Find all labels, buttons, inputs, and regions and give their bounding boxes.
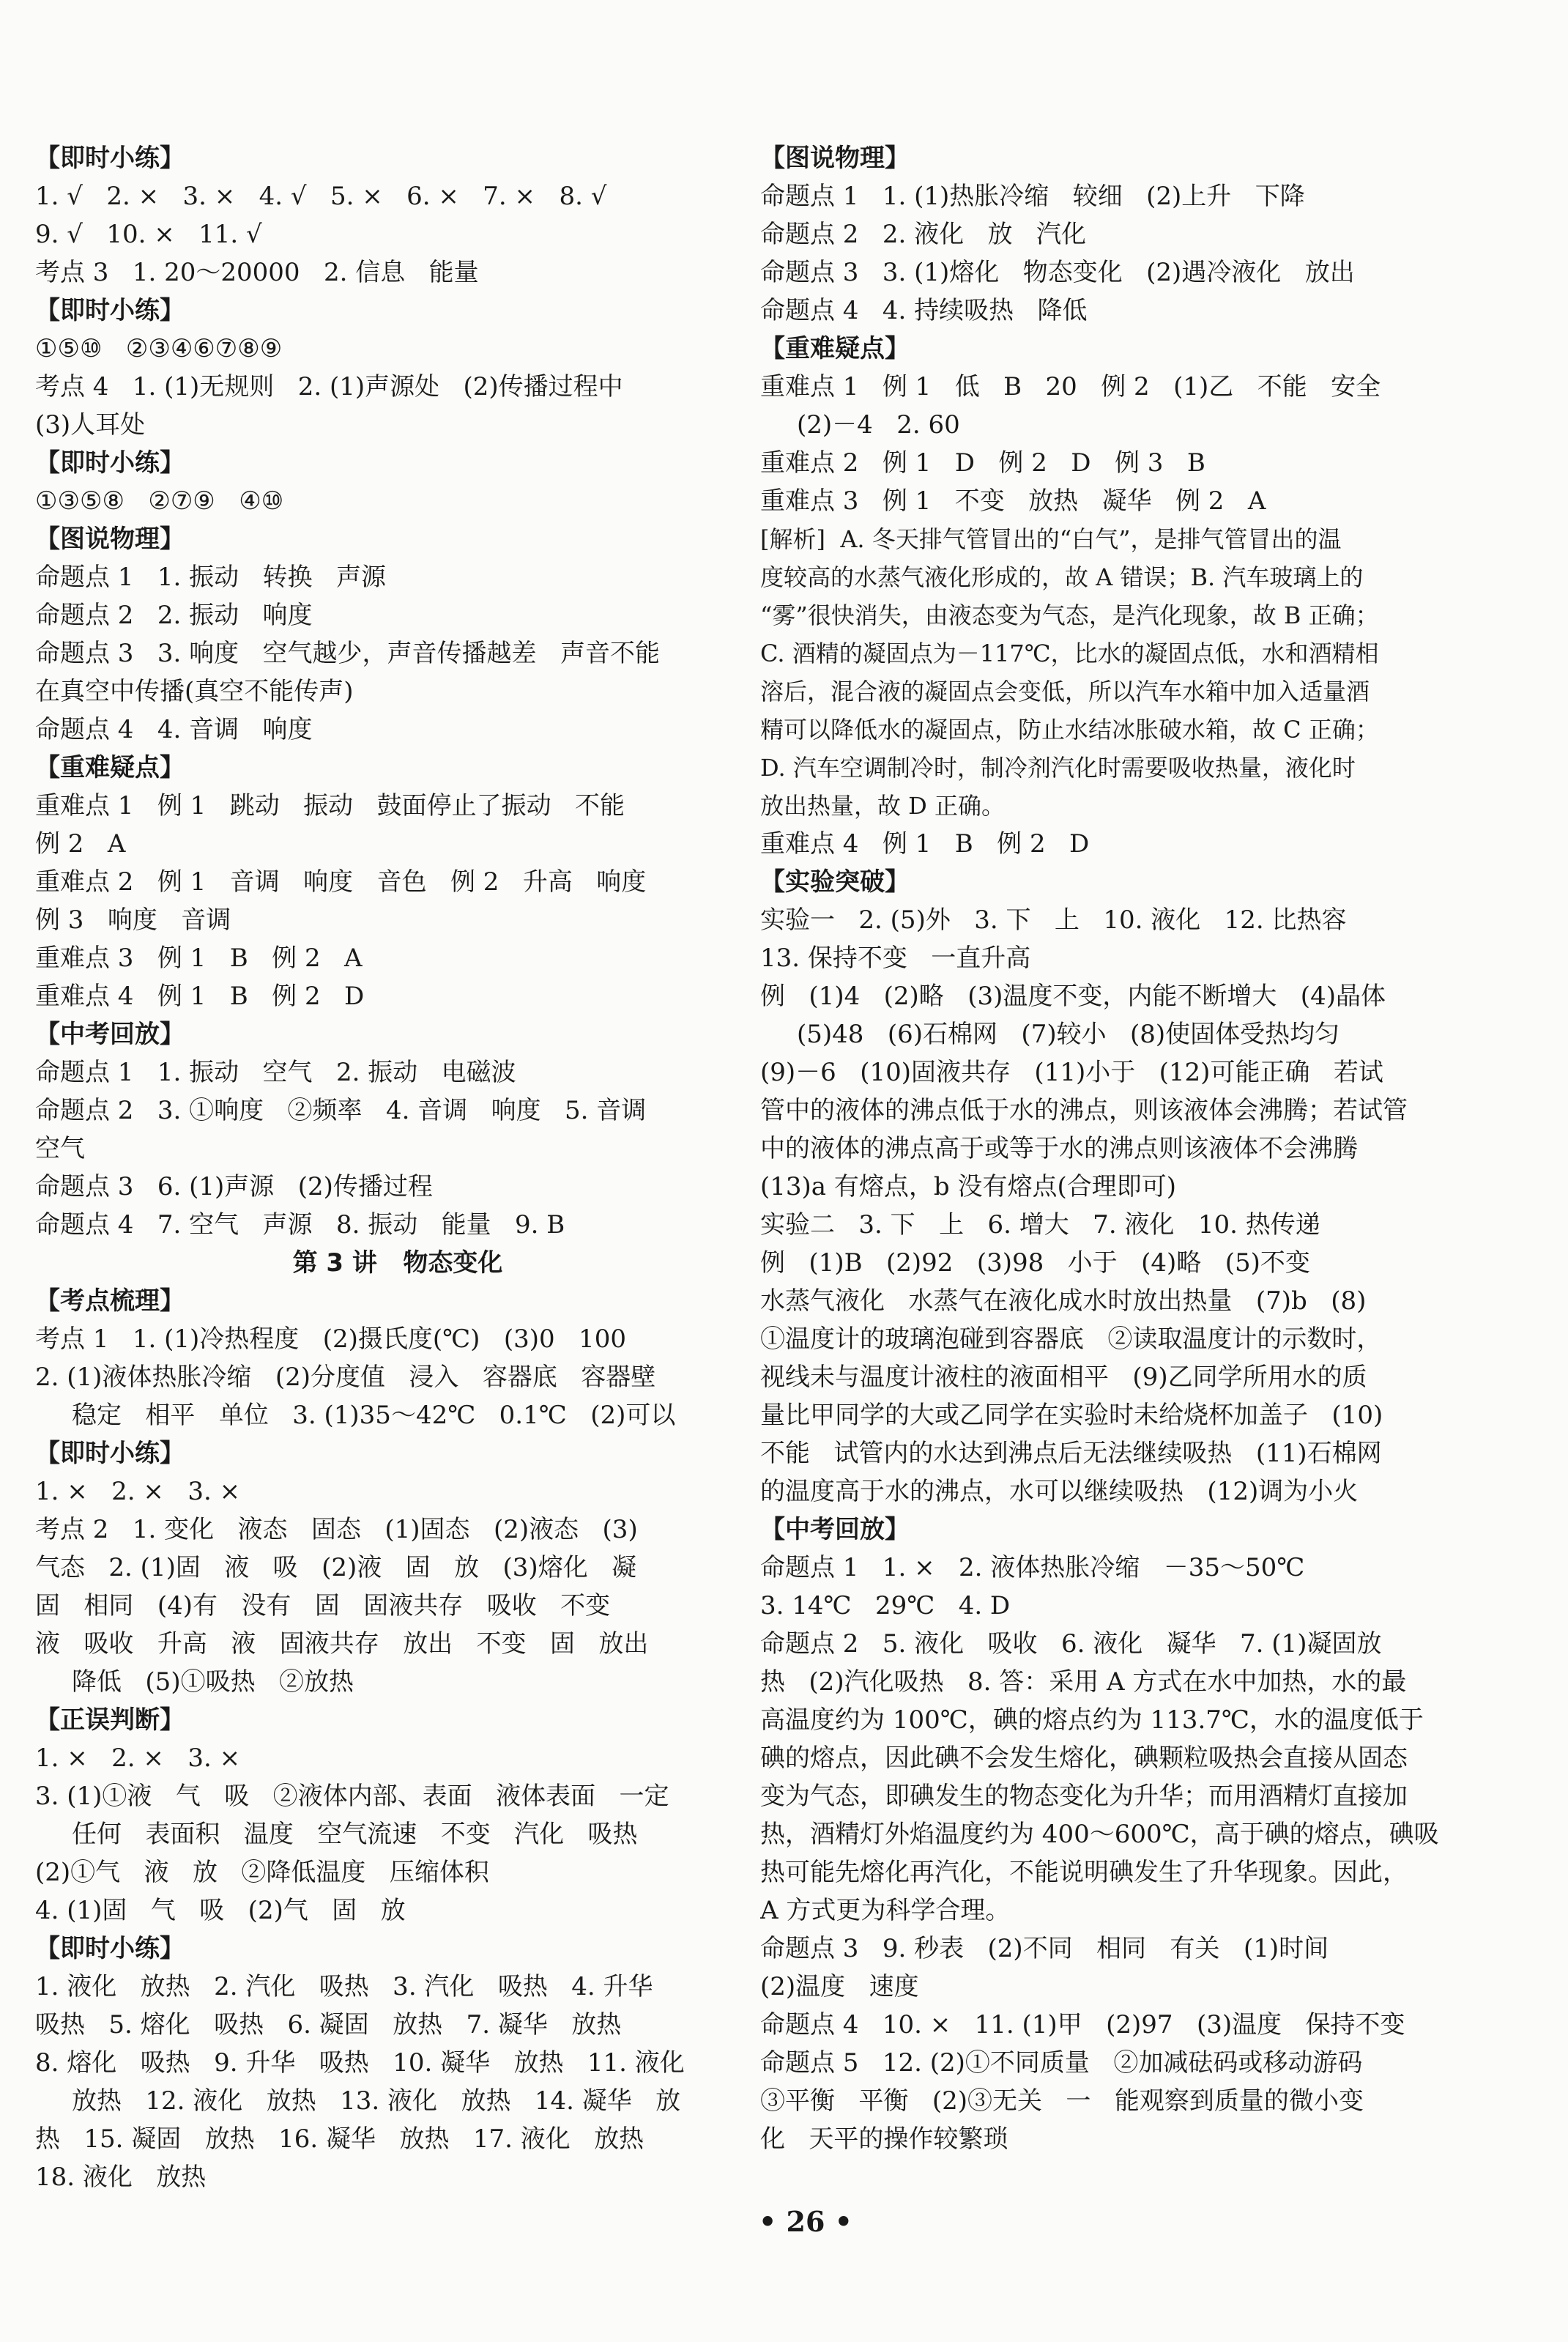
answer-line: 放出热量，故 D 正确。 [760, 792, 1006, 820]
answer-line: 在真空中传播(真空不能传声) [35, 677, 354, 706]
answer-line: 命题点 4 4. 音调 响度 [35, 715, 313, 744]
answer-line: 命题点 2 5. 液化 吸收 6. 液化 凝华 7. (1)凝固放 [760, 1629, 1382, 1659]
answer-line: 空气 [35, 1134, 85, 1163]
answer-line: C. 酒精的凝固点为－117℃，比水的凝固点低，水和酒精相 [760, 640, 1379, 667]
answer-line: 考点 2 1. 变化 液态 固态 (1)固态 (2)液态 (3) [35, 1515, 638, 1544]
answer-line: 重难点 3 例 1 不变 放热 凝华 例 2 A [760, 486, 1266, 516]
answer-line: 命题点 5 12. (2)①不同质量 ②加减砝码或移动游码 [760, 2048, 1363, 2078]
answer-line: 碘的熔点，因此碘不会发生熔化，碘颗粒吸热会直接从固态 [760, 1743, 1408, 1773]
answer-line: 管中的液体的沸点低于水的沸点，则该液体会沸腾；若试管 [760, 1096, 1408, 1125]
answer-line: 重难点 3 例 1 B 例 2 A [35, 944, 363, 973]
answer-line: 2. (1)液体热胀冷缩 (2)分度值 浸入 容器底 容器壁 [35, 1363, 656, 1392]
answer-line: 例 (1)B (2)92 (3)98 小于 (4)略 (5)不变 [760, 1248, 1310, 1278]
answer-line: 液 吸收 升高 液 固液共存 放出 不变 固 放出 [35, 1629, 649, 1659]
answer-line: 8. 熔化 吸热 9. 升华 吸热 10. 凝华 放热 11. 液化 [35, 2048, 685, 2078]
answer-line: 1. × 2. × 3. × [35, 1477, 241, 1506]
answer-line: 高温度约为 100℃，碘的熔点约为 113.7℃，水的温度低于 [760, 1705, 1424, 1735]
answer-line: (9)－6 (10)固液共存 (11)小于 (12)可能正确 若试 [760, 1058, 1383, 1087]
answer-line: 例 (1)4 (2)略 (3)温度不变，内能不断增大 (4)晶体 [760, 982, 1386, 1011]
answer-line: 热 15. 凝固 放热 16. 凝华 放热 17. 液化 放热 [35, 2124, 644, 2154]
section-heading: 【中考回放】 [35, 1020, 185, 1049]
answer-line: 9. √ 10. × 11. √ [35, 220, 262, 249]
answer-line: 例 3 响度 音调 [35, 905, 231, 935]
answer-line: 13. 保持不变 一直升高 [760, 944, 1031, 973]
answer-line: 考点 1 1. (1)冷热程度 (2)摄氏度(℃) (3)0 100 [35, 1324, 626, 1354]
right-column [760, 139, 1529, 2158]
answer-line: 热可能先熔化再汽化，不能说明碘发生了升华现象。因此， [760, 1858, 1408, 1887]
answer-line: 精可以降低水的凝固点，防止水结冰胀破水箱，故 C 正确； [760, 716, 1379, 744]
answer-line: 溶后，混合液的凝固点会变低，所以汽车水箱中加入适量酒 [760, 678, 1370, 705]
answer-line: 命题点 3 6. (1)声源 (2)传播过程 [35, 1172, 433, 1201]
answer-line: 的温度高于水的沸点，水可以继续吸热 (12)调为小火 [760, 1477, 1359, 1506]
answer-line: 降低 (5)①吸热 ②放热 [72, 1667, 354, 1697]
answer-line: 度较高的水蒸气液化形成的，故 A 错误；B. 汽车玻璃上的 [760, 563, 1364, 591]
section-heading: 【即时小练】 [35, 448, 185, 478]
answer-line: (5)48 (6)石棉网 (7)较小 (8)使固体受热均匀 [797, 1020, 1340, 1049]
answer-line: 稳定 相平 单位 3. (1)35～42℃ 0.1℃ (2)可以 [72, 1401, 676, 1430]
answer-line: 命题点 3 3. 响度 空气越少，声音传播越差 声音不能 [35, 639, 660, 668]
answer-line: 重难点 4 例 1 B 例 2 D [760, 829, 1090, 859]
answer-line: 固 相同 (4)有 没有 固 固液共存 吸收 不变 [35, 1591, 611, 1620]
answer-line: 考点 4 1. (1)无规则 2. (1)声源处 (2)传播过程中 [35, 372, 623, 401]
answer-line: 变为气态，即碘发生的物态变化为升华；而用酒精灯直接加 [760, 1782, 1408, 1811]
answer-line: 命题点 4 4. 持续吸热 降低 [760, 296, 1088, 325]
lesson-title: 第 3 讲 物态变化 [292, 1248, 503, 1278]
answer-line: 命题点 4 10. × 11. (1)甲 (2)97 (3)温度 保持不变 [760, 2010, 1405, 2039]
answer-line: 实验一 2. (5)外 3. 下 上 10. 液化 12. 比热容 [760, 905, 1347, 935]
section-heading: 【图说物理】 [35, 525, 185, 554]
answer-line: 不能 试管内的水达到沸点后无法继续吸热 (11)石棉网 [760, 1439, 1382, 1468]
answer-line: 1. 液化 放热 2. 汽化 吸热 3. 汽化 吸热 4. 升华 [35, 1972, 653, 2001]
answer-line: 命题点 1 1. 振动 转换 声源 [35, 563, 386, 592]
section-heading: 【即时小练】 [35, 1439, 185, 1468]
answer-line: 考点 3 1. 20～20000 2. 信息 能量 [35, 258, 479, 287]
answer-line: 量比甲同学的大或乙同学在实验时未给烧杯加盖子 (10) [760, 1401, 1383, 1430]
answer-line: 重难点 1 例 1 低 B 20 例 2 (1)乙 不能 安全 [760, 372, 1381, 401]
section-heading: 【中考回放】 [760, 1515, 910, 1544]
answer-line: A 方式更为科学合理。 [760, 1896, 1011, 1925]
answer-line: 3. (1)①液 气 吸 ②液体内部、表面 液体表面 一定 [35, 1782, 669, 1811]
section-heading: 【实验突破】 [760, 867, 910, 897]
answer-line: 命题点 1 1. 振动 空气 2. 振动 电磁波 [35, 1058, 516, 1087]
answer-line: 视线未与温度计液柱的液面相平 (9)乙同学所用水的质 [760, 1363, 1367, 1392]
section-heading: 【重难疑点】 [760, 334, 910, 363]
answer-line: 命题点 4 7. 空气 声源 8. 振动 能量 9. B [35, 1210, 565, 1239]
answer-line: 热，酒精灯外焰温度约为 400～600℃，高于碘的熔点，碘吸 [760, 1820, 1439, 1849]
answer-line: 重难点 1 例 1 跳动 振动 鼓面停止了振动 不能 [35, 791, 625, 820]
answer-line: (2)－4 2. 60 [797, 410, 960, 440]
section-heading: 【即时小练】 [35, 296, 185, 325]
answer-line: 1. √ 2. × 3. × 4. √ 5. × 6. × 7. × 8. √ [35, 182, 607, 211]
left-column [35, 139, 760, 2196]
answer-line: 命题点 2 2. 液化 放 汽化 [760, 220, 1086, 249]
section-heading: 【图说物理】 [760, 144, 910, 173]
answer-line: (2)①气 液 放 ②降低温度 压缩体积 [35, 1858, 489, 1887]
section-heading: 【即时小练】 [35, 1934, 185, 1963]
answer-line: [解析] A. 冬天排气管冒出的“白气”，是排气管冒出的温 [760, 525, 1342, 553]
answer-line: 气态 2. (1)固 液 吸 (2)液 固 放 (3)熔化 凝 [35, 1553, 637, 1582]
answer-line: 1. × 2. × 3. × [35, 1743, 241, 1773]
answer-line: 命题点 2 2. 振动 响度 [35, 601, 313, 630]
answer-line: ①温度计的玻璃泡碰到容器底 ②读取温度计的示数时， [760, 1324, 1382, 1354]
page-number: • 26 • [759, 2205, 852, 2238]
answer-line: ①⑤⑩ ②③④⑥⑦⑧⑨ [35, 334, 283, 363]
answer-line: 重难点 4 例 1 B 例 2 D [35, 982, 365, 1011]
answer-line: 命题点 3 9. 秒表 (2)不同 相同 有关 (1)时间 [760, 1934, 1329, 1963]
section-heading: 【重难疑点】 [35, 753, 185, 782]
answer-line: 中的液体的沸点高于或等于水的沸点则该液体不会沸腾 [760, 1134, 1358, 1163]
answer-line: 重难点 2 例 1 音调 响度 音色 例 2 升高 响度 [35, 867, 647, 897]
answer-line: ①③⑤⑧ ②⑦⑨ ④⑩ [35, 486, 284, 516]
answer-line: 4. (1)固 气 吸 (2)气 固 放 [35, 1896, 406, 1925]
answer-line: 命题点 1 1. (1)热胀冷缩 较细 (2)上升 下降 [760, 182, 1305, 211]
answer-line: 3. 14℃ 29℃ 4. D [760, 1591, 1011, 1620]
answer-line: 命题点 3 3. (1)熔化 物态变化 (2)遇冷液化 放出 [760, 258, 1355, 287]
answer-line: 命题点 2 3. ①响度 ②频率 4. 音调 响度 5. 音调 [35, 1096, 647, 1125]
answer-line: 任何 表面积 温度 空气流速 不变 汽化 吸热 [72, 1820, 638, 1849]
section-heading: 【考点梳理】 [35, 1286, 185, 1316]
section-heading: 【即时小练】 [35, 144, 185, 173]
answer-line: 吸热 5. 熔化 吸热 6. 凝固 放热 7. 凝华 放热 [35, 2010, 622, 2039]
answer-line: “雾”很快消失，由液态变为气态，是汽化现象，故 B 正确； [760, 601, 1379, 629]
answer-line: (3)人耳处 [35, 410, 146, 440]
answer-line: ③平衡 平衡 (2)③无关 一 能观察到质量的微小变 [760, 2086, 1364, 2116]
answer-line: 18. 液化 放热 [35, 2163, 207, 2192]
answer-line: 水蒸气液化 水蒸气在液化成水时放出热量 (7)b (8) [760, 1286, 1367, 1316]
section-heading: 【正误判断】 [35, 1705, 185, 1735]
answer-line: 例 2 A [35, 829, 126, 859]
answer-line: 重难点 2 例 1 D 例 2 D 例 3 B [760, 448, 1205, 478]
answer-line: 命题点 1 1. × 2. 液体热胀冷缩 －35～50℃ [760, 1553, 1305, 1582]
answer-line: D. 汽车空调制冷时，制冷剂汽化时需要吸收热量，液化时 [760, 754, 1356, 782]
answer-line: 热 (2)汽化吸热 8. 答：采用 A 方式在水中加热，水的最 [760, 1667, 1407, 1697]
answer-line: (13)a 有熔点，b 没有熔点(合理即可) [760, 1172, 1176, 1201]
answer-line: 放热 12. 液化 放热 13. 液化 放热 14. 凝华 放 [72, 2086, 681, 2116]
answer-line: (2)温度 速度 [760, 1972, 919, 2001]
answer-line: 化 天平的操作较繁琐 [760, 2124, 1008, 2154]
answer-line: 实验二 3. 下 上 6. 增大 7. 液化 10. 热传递 [760, 1210, 1320, 1239]
